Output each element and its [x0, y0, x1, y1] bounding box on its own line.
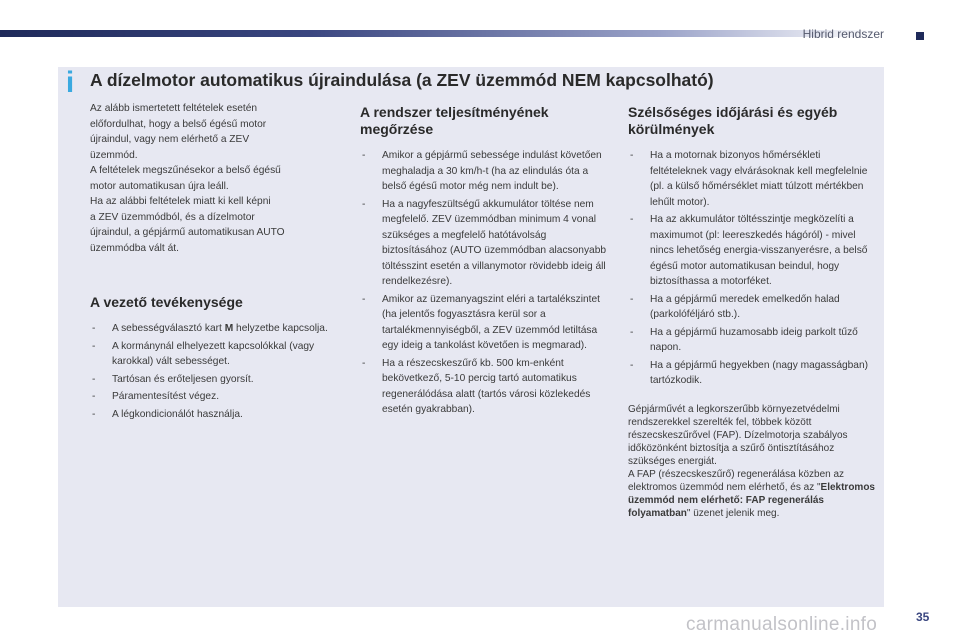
watermark: carmanualsonline.info	[686, 614, 878, 635]
intro-line: üzemmódba vált át.	[90, 242, 179, 254]
list-item: - A sebességválasztó kart M helyzetbe kapcsolja.	[90, 321, 340, 337]
header-bar	[0, 30, 880, 37]
header-square-icon	[916, 32, 924, 40]
page-title: A dízelmotor automatikus újraindulása (a ZEV üzemmód NEM kapcsolható)	[90, 70, 714, 90]
list-item: - Amikor a gépjármű sebessége indulást követően meghaladja a 30 km/h-t (ha az elindulás óta a belső égésű motor még nem indult be).	[360, 148, 610, 195]
column-1	[90, 101, 340, 424]
fap-note	[628, 403, 878, 520]
fap-note-paragraph: Gépjárművét a legkorszerűbb környezetvédelmi rendszerekkel szerelték fel, többek között részecskeszűrővel (FAP). Dízelmotorja szabályos időközönként biztosítja a szűrő öntisztításához szükséges energiát.	[628, 403, 848, 467]
list-item: - Ha a gépjármű meredek emelkedőn halad (parkolóféljáró stb.).	[628, 292, 880, 323]
list-item: - Ha a részecskeszűrő kb. 500 km-enként bekövetkező, 5-10 percig tartó automatikus regenerálódása alatt (tartós városi közlekedés esetén gyakrabban).	[360, 356, 610, 418]
column-2	[360, 104, 610, 420]
list-item: - Ha a gépjármű huzamosabb ideig parkolt tűző napon.	[628, 325, 880, 356]
list-item: - A kormánynál elhelyezett kapcsolókkal (vagy karokkal) vált sebességet.	[90, 339, 340, 370]
intro-line: Ha az alábbi feltételek miatt ki kell képni	[90, 196, 271, 207]
list-item: - Ha a gépjármű hegyekben (nagy magasságban) tartózkodik.	[628, 358, 880, 389]
list-item: - Ha a motornak bizonyos hőmérsékleti feltételeknek vagy elvárásoknak kell megfelelnie (pl. a külső hőmérséklet miatt túlzott mértékben lehűlt motor).	[628, 148, 880, 210]
intro-line: újraindul, a gépjármű automatikusan AUTO	[90, 227, 285, 238]
list-item: - A légkondicionálót használja.	[90, 407, 340, 423]
list-item: - Páramentesítést végez.	[90, 389, 340, 405]
column-3	[628, 104, 880, 520]
weather-list	[628, 148, 880, 389]
intro-line: A feltételek megszűnésekor a belső égésű	[90, 165, 281, 176]
list-item: - Ha az akkumulátor töltésszintje megközelíti a maximumot (pl: leereszkedés hágóról) - mivel nincs lehetőség energia-visszanyerésre, a belső égésű motor automatikusan beindul, hogy biztosíthassa a motorféket.	[628, 212, 880, 290]
section-heading-driver: A vezető tevékenysége	[90, 294, 243, 310]
info-icon: i	[65, 66, 75, 99]
intro-line: a ZEV üzemmódból, és a dízelmotor	[90, 211, 255, 223]
intro-line: Az alább ismertetett feltételek esetén	[90, 103, 258, 114]
section-heading-performance: A rendszer teljesítményének megőrzése	[360, 104, 549, 137]
intro-line: motor automatikusan újra leáll.	[90, 180, 229, 192]
performance-list	[360, 148, 610, 418]
section-heading-weather: Szélsőséges időjárási és egyéb körülmények	[628, 104, 838, 137]
intro-line: újraindul, vagy nem elérhető a ZEV	[90, 134, 250, 145]
page-number: 35	[916, 610, 930, 624]
intro-text	[90, 101, 340, 256]
list-item: - Ha a nagyfeszültségű akkumulátor töltése nem megfelelő. ZEV üzemmódban minimum 4 vonal szükséges a megfelelő hatótávolság biztosításához (AUTO üzemmódban alacsonyabb töltésszint esetén a villanymotor rövidebb ideig áll rendelkezésre).	[360, 197, 610, 290]
list-item: - Amikor az üzemanyagszint eléri a tartalékszintet (ha jelentős fogyasztásra kerül sor a tartalékmennyiségből, a ZEV üzemmód letiltása egy ideig a tankolást követően is megmarad).	[360, 292, 610, 354]
intro-line: előfordulhat, hogy a belső égésű motor	[90, 118, 267, 130]
fap-note-paragraph: A FAP (részecskeszűrő) regenerálása közben az elektromos üzemmód nem elérhető, és az "Elektromos üzemmód nem elérhető: FAP regenerálás folyamatban" üzenet jelenik meg.	[628, 468, 875, 519]
list-item: - Tartósan és erőteljesen gyorsít.	[90, 372, 340, 388]
intro-line: üzemmód.	[90, 149, 138, 161]
driver-actions-list	[90, 321, 340, 422]
section-title: Hibrid rendszer	[802, 27, 884, 41]
